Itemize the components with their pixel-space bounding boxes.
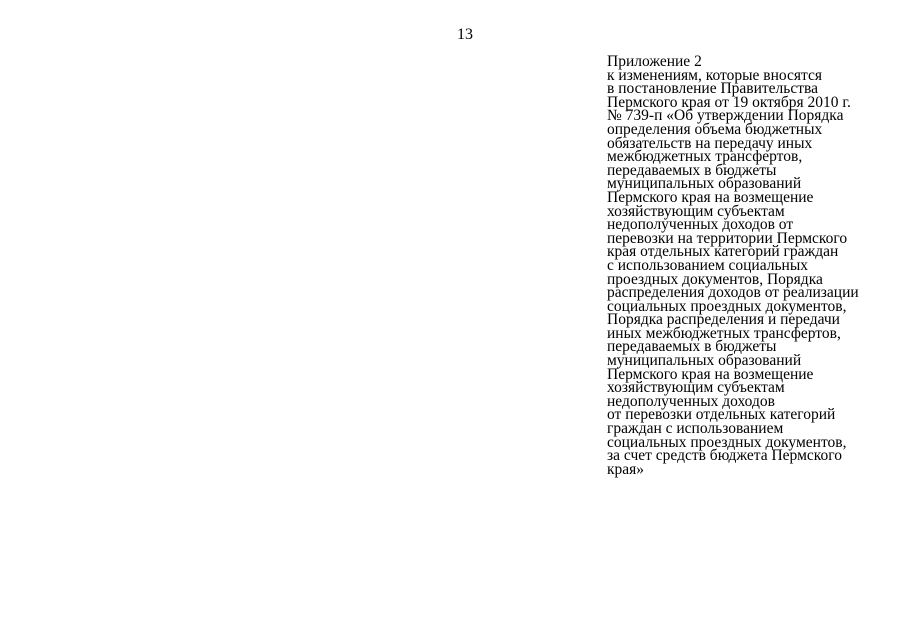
appendix-line: граждан с использованием <box>607 420 784 438</box>
page-number: 13 <box>457 26 473 43</box>
appendix-line: за счет средств бюджета Пермского <box>607 447 842 465</box>
appendix-line: социальных проездных документов, <box>607 297 847 315</box>
appendix-line: с использованием социальных <box>607 256 809 274</box>
appendix-line: Порядка распределения и передачи <box>607 311 840 329</box>
appendix-line: края» <box>607 460 645 478</box>
appendix-line: Пермского края на возмещение <box>607 365 814 383</box>
appendix-line: муниципальных образований <box>607 352 802 370</box>
appendix-line: Пермского края на возмещение <box>607 188 814 206</box>
appendix-line: Приложение 2 <box>607 53 702 70</box>
appendix-line: Пермского края от 19 октября 2010 г. <box>607 93 851 111</box>
appendix-line: муниципальных образований <box>607 175 802 193</box>
appendix-line: передаваемых в бюджеты <box>607 161 777 179</box>
appendix-line: недополученных доходов <box>607 392 775 410</box>
appendix-line: к изменениям, которые вносятся <box>607 66 823 84</box>
appendix-line: передаваемых в бюджеты <box>607 338 777 356</box>
appendix-line: обязательств на передачу иных <box>607 134 813 152</box>
appendix-line: социальных проездных документов, <box>607 433 847 451</box>
appendix-line: иных межбюджетных трансфертов, <box>607 324 841 342</box>
appendix-line: в постановление Правительства <box>607 80 819 98</box>
appendix-line: хозяйствующим субъектам <box>607 202 785 220</box>
appendix-line: перевозки на территории Пермского <box>607 229 848 247</box>
appendix-line: недополученных доходов от <box>607 216 794 234</box>
appendix-line: распределения доходов от реализации <box>607 284 859 302</box>
appendix-line: межбюджетных трансфертов, <box>607 148 803 166</box>
appendix-line: определения объема бюджетных <box>607 120 823 138</box>
appendix-line: от перевозки отдельных категорий <box>607 406 836 424</box>
appendix-line: проездных документов, Порядка <box>607 270 823 288</box>
appendix-line: края отдельных категорий граждан <box>607 243 839 261</box>
appendix-line: № 739-п «Об утверждении Порядка <box>607 107 844 125</box>
appendix-header-block <box>607 55 899 476</box>
appendix-line: хозяйствующим субъектам <box>607 379 785 397</box>
